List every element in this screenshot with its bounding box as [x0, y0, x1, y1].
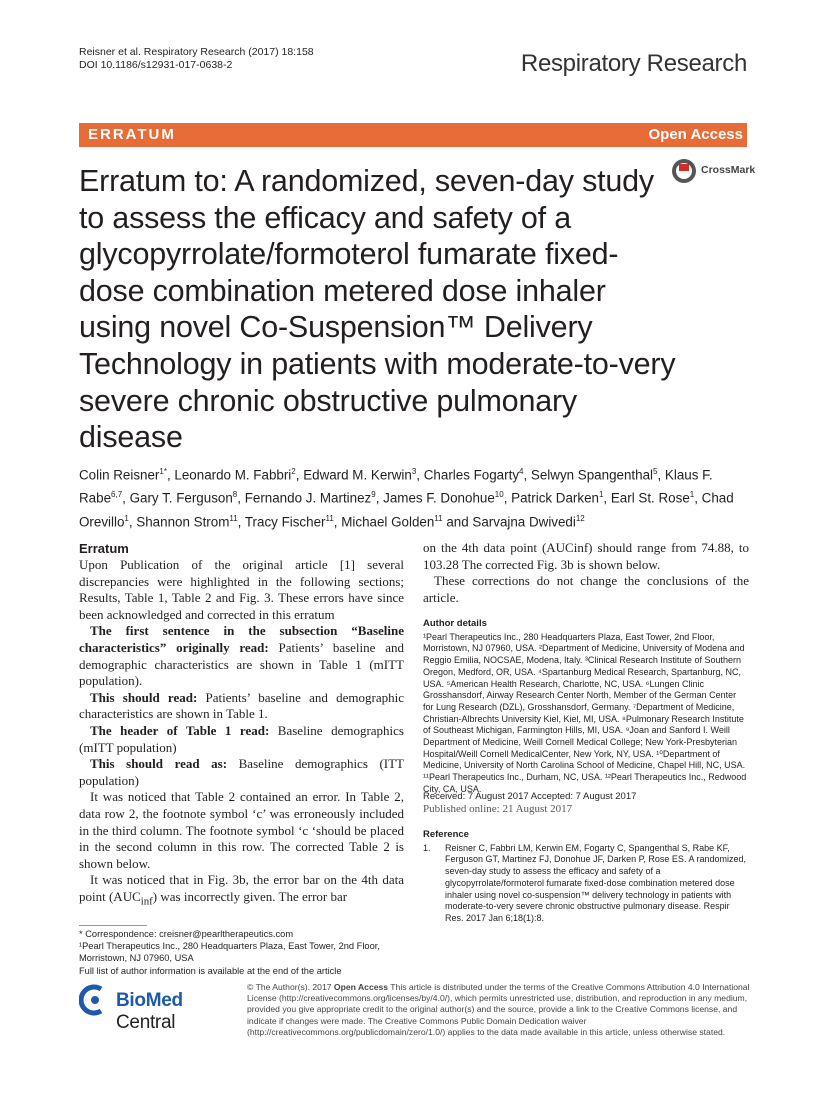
- bold-lead: The header of Table 1 read:: [90, 722, 270, 738]
- author-affiliation: 11: [434, 513, 443, 523]
- author-list: Colin Reisner$^{1*}$, Leonardo M. Fabbri$^2$, Edward M. Kerwin$^3$, Charles Fogarty$^4$, Selwyn Spangenthal$^5$, Klaus F. Rabe$^{6,7}$, Gary T. Ferguson$^8$, Fernando J. Martinez$^9$, James F. Donohue$^{10}$, Patrick Darken$^1$, Earl St. Rose$^1$, Chad Orevillo$^1$, Shannon Strom$^{11}$, Tracy Fischer$^{11}$, Michael Golden$^{11}$ and Sarvajna Dwivedi$^{12}$: [79, 467, 734, 530]
- paragraph-text: ) was incorrectly given. The error bar: [152, 888, 348, 904]
- received-accepted: Received: 7 August 2017 Accepted: 7 August 2017: [423, 791, 637, 802]
- article-dates: [423, 791, 749, 815]
- author-affiliation: 11: [325, 513, 334, 523]
- open-access-label: Open Access: [333, 982, 389, 992]
- biomed-central-icon: [79, 984, 111, 1016]
- paragraph-text: Patients’ baseline and demographic characteristics are shown in Table 1.: [79, 689, 404, 722]
- paragraph: on the 4th data point (AUCinf) should range from 74.88, to 103.28 The corrected Fig. 3b is shown below.: [423, 540, 749, 572]
- paragraph-text: Patients’ baseline and demographic characteristics are shown in Table 1 (mITT population).: [79, 639, 404, 689]
- author-affiliation: 1: [124, 513, 129, 523]
- crossmark-label: CrossMark: [701, 164, 756, 176]
- author-affiliation: 4: [519, 467, 524, 476]
- copyright: © The Author(s). 2017: [247, 982, 334, 992]
- footnote-affiliation: ¹Pearl Therapeutics Inc., 280 Headquarters Plaza, East Tower, 2nd Floor, Morristown, NJ 07960, USA: [79, 941, 380, 964]
- author-affiliation: 9: [371, 490, 376, 500]
- intro-paragraph: Upon Publication of the original article [1] several discrepancies were highlighted in the following sections; Results, Table 1, Table 2 and Fig. 3. These errors have since been acknowledged and corrected in this erratum: [79, 557, 404, 622]
- logo-bold: BioMed: [116, 990, 183, 1011]
- author-name: Shannon Strom: [136, 514, 230, 530]
- footnote-full-list: Full list of author information is available at the end of the article: [79, 965, 342, 976]
- logo-wordmark: [116, 990, 239, 1034]
- author-name: Klaus F. Rabe: [79, 467, 713, 506]
- reference-text: Reisner C, Fabbri LM, Kerwin EM, Fogarty C, Spangenthal S, Rabe KF, Ferguson GT, Martinez FJ, Donohue JF, Darken P, Rose ES. A randomized, seven-day study to assess the efficacy and safety of a glycopyrrolate/formoterol fumarate fixed-dose combination metered dose inhaler using novel co-suspension™ delivery technology in patients with moderate-to-very severe chronic obstructive pulmonary disease. Respir Res. 2017 Jan 6;18(1):8.: [445, 842, 746, 923]
- author-name: Edward M. Kerwin: [303, 467, 412, 483]
- banner-open-access: Open Access: [648, 126, 743, 143]
- bold-lead: This should read as:: [90, 756, 228, 772]
- author-affiliation: 3: [411, 467, 417, 476]
- author-name: Earl St. Rose: [610, 490, 690, 506]
- paragraph: [79, 623, 404, 689]
- paragraph-text: It was noticed that in Fig. 3b, the error bar on the 4th data point (AUC: [79, 872, 404, 904]
- author-affiliation: 1*: [159, 467, 167, 476]
- footnote: [79, 928, 405, 977]
- published-online: Published online: 21 August 2017: [423, 803, 573, 815]
- subscript: inf: [140, 895, 153, 908]
- reference-number: 1.: [423, 842, 431, 853]
- article-title: Erratum to: A randomized, seven-day study to assess the efficacy and safety of a glycopyrrolate/formoterol fumarate fixed-dose combination metered dose inhaler using novel Co-Suspension™ Delivery Technology in patients with moderate-to-very severe chronic obstructive pulmonary disease: [79, 164, 676, 455]
- correspondence[interactable]: * Correspondence: creisner@pearltherapeutics.com: [79, 929, 294, 939]
- section-heading: Erratum: [79, 541, 129, 556]
- bold-lead: The first sentence in the subsection “Baseline characteristics” originally read:: [79, 623, 404, 655]
- references-heading: Reference: [423, 829, 469, 840]
- paragraph: These corrections do not change the conclusions of the article.: [423, 573, 749, 605]
- author-affiliation: 5: [653, 467, 658, 476]
- author-affiliation: 1: [598, 490, 604, 500]
- biomed-central-logo[interactable]: [79, 984, 239, 1033]
- doi-line: DOI 10.1186/s12931-017-0638-2: [79, 59, 233, 71]
- author-name: Fernando J. Martinez: [244, 490, 372, 506]
- author-affiliation: 11: [229, 513, 238, 523]
- author-affiliation: 12: [575, 513, 585, 523]
- paragraph: [79, 872, 404, 910]
- author-name: Tracy Fischer: [244, 514, 326, 530]
- author-details-text: ¹Pearl Therapeutics Inc., 280 Headquarters Plaza, East Tower, 2nd Floor, Morristown, NJ 07960, USA. ²Department of Medicine, University of Modena and Reggio Emilia, NOCSAE, Modena, Italy. ³Clinical Research Institute of Southern Oregon, Medford, OR, USA. ⁴Spartanburg Medical Research, Spartanburg, NC, USA. ⁵American Health Research, Charlotte, NC, USA. ⁶Lungen Clinic Grosshansdorf, Airway Research Center North, Member of the German Center for Lung Research (DZL), Grosshansdorf, Germany. ⁷Department of Medicine, Christian-Albrechts University Kiel, Kiel, MI, USA. ⁸Pulmonary Research Institute of Southeast Michigan, Farmington Hills, MI, USA. ⁹Joan and Sanford I. Weill Department of Medicine, Weill Cornell Medical College; New York-Presbyterian Hospital/Weill Cornell MedicalCenter, New York, NY, USA. ¹⁰Department of Medicine, University of North Carolina School of Medicine, Chapel Hill, NC, USA. ¹¹Pearl Therapeutics Inc., Durham, NC, USA. ¹²Pearl Therapeutics Inc., Redwood City, CA, USA.: [423, 631, 747, 794]
- erratum-banner: [79, 123, 747, 147]
- crossmark-icon: [672, 159, 696, 183]
- paragraph-text: Baseline demographics (mITT population): [79, 722, 404, 755]
- paragraph: [79, 756, 404, 789]
- author-affiliation: 8: [232, 490, 238, 500]
- author-details: [423, 618, 749, 796]
- citation-line: Reisner et al. Respiratory Research (2017) 18:158: [79, 46, 314, 58]
- author-affiliation: 10: [494, 490, 504, 500]
- author-name: Chad Orevillo: [79, 490, 734, 530]
- author-name: Sarvajna Dwivedi: [472, 514, 576, 530]
- author-name: Michael Golden: [341, 514, 435, 530]
- paragraph: It was noticed that Table 2 contained an error. In Table 2, data row 2, the footnote symbol ‘c’ was erroneously included in the third column. The footnote symbol ‘c ‘should be placed in the second column in this row. The corrected Table 2 is shown below.: [79, 789, 404, 871]
- author-name: Selwyn Spangenthal: [530, 467, 654, 483]
- author-affiliation: 6,7: [111, 490, 123, 500]
- author-name: Patrick Darken: [511, 490, 599, 506]
- journal-name: Respiratory Research: [520, 50, 747, 77]
- author-affiliation: 2: [291, 467, 296, 476]
- reference-item[interactable]: [423, 843, 749, 925]
- license-text: [247, 982, 752, 1038]
- author-name: Colin Reisner: [79, 467, 160, 483]
- license-body: This article is distributed under the terms of the Creative Commons Attribution 4.0 International License (http://creativecommons.org/licenses/by/4.0/), which permits unrestricted use, distribution, and reproduction in any medium, provided you give appropriate credit to the original author(s) and the source, provide a link to the Creative Commons license, and indicate if changes were made. The Creative Commons Public Domain Dedication waiver (http://creativecommons.org/publicdomain/zero/1.0/) applies to the data made available in this article, unless otherwise stated.: [247, 982, 750, 1037]
- author-name: James F. Donohue: [383, 490, 495, 506]
- author-affiliation: 1: [689, 490, 695, 500]
- footnote-divider: [79, 925, 147, 926]
- author-details-heading: Author details: [423, 618, 487, 629]
- author-name: Leonardo M. Fabbri: [174, 467, 292, 483]
- body-column-right: [423, 540, 749, 606]
- bold-lead: This should read:: [90, 689, 198, 705]
- author-name: Charles Fogarty: [423, 467, 520, 483]
- logo-rest: Central: [116, 1012, 176, 1033]
- citation-header: [79, 46, 314, 72]
- references: [423, 829, 749, 925]
- paragraph: [79, 690, 404, 723]
- paragraph: [79, 723, 404, 756]
- author-name: Gary T. Ferguson: [129, 490, 233, 506]
- paragraph-text: Baseline demographics (ITT population): [79, 756, 404, 788]
- crossmark-badge[interactable]: [672, 159, 756, 183]
- banner-article-type: ERRATUM: [88, 126, 176, 143]
- body-column-left: [79, 540, 404, 910]
